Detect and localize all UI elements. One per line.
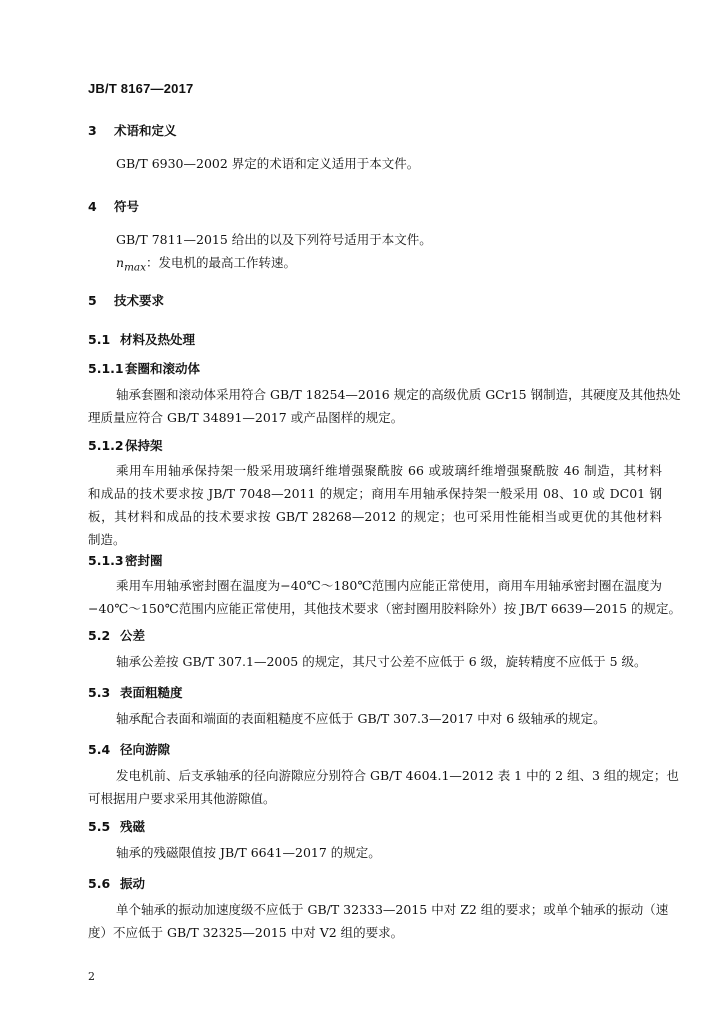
section-5-1-2-heading: [88, 436, 163, 454]
section-number: 5.1.1: [88, 361, 124, 376]
symbol-subscript: max: [124, 261, 147, 274]
paragraph-line: 可根据用户要求采用其他游隙值。: [88, 791, 276, 806]
section-5-1-heading: [88, 330, 195, 348]
section-number: 5.5: [88, 819, 111, 834]
section-5-1-3-heading: [88, 551, 163, 569]
section-number: 5.4: [88, 742, 111, 757]
section-title: 密封圈: [125, 553, 163, 568]
paragraph-line: 和成品的技术要求按 JB/T 7048—2011 的规定；商用车用轴承保持架一般采用 08、10 或 DC01 钢: [88, 486, 662, 501]
section-title: 表面粗糙度: [120, 685, 183, 700]
section-5-1-1-heading: [88, 359, 200, 377]
section-number: 5.6: [88, 876, 111, 891]
paragraph-line: 乘用车用轴承密封圈在温度为−40℃～180℃范围内应能正常使用，商用车用轴承密封圈在温度为: [116, 578, 662, 593]
section-number: 4: [88, 199, 97, 214]
paragraph-line: 轴承配合表面和端面的表面粗糙度不应低于 GB/T 307.3—2017 中对 6 级轴承的规定。: [116, 711, 606, 726]
section-title: 振动: [120, 876, 146, 891]
section-number: 5.1: [88, 332, 111, 347]
section-5-heading: [88, 291, 164, 309]
section-5-4-heading: [88, 740, 170, 758]
paragraph-line: 板，其材料和成品的技术要求按 GB/T 28268—2012 的规定；也可采用性能相当或更优的其他材料: [88, 509, 662, 524]
paragraph-line: 轴承套圈和滚动体采用符合 GB/T 18254—2016 规定的高级优质 GCr15 钢制造，其硬度及其他热处: [116, 387, 681, 402]
section-5-1-1-paragraph: [88, 383, 681, 429]
section-5-1-2-paragraph: [88, 459, 662, 551]
section-title: 符号: [114, 199, 140, 214]
section-4-heading: [88, 197, 139, 215]
section-title: 残磁: [120, 819, 146, 834]
section-5-4-paragraph: [88, 764, 679, 810]
section-title: 公差: [120, 628, 146, 643]
paragraph-line: 理质量应符合 GB/T 34891—2017 或产品图样的规定。: [88, 410, 404, 425]
paragraph-line: GB/T 7811—2015 给出的以及下列符号适用于本文件。: [116, 232, 432, 247]
paragraph-line: 单个轴承的振动加速度级不应低于 GB/T 32333—2015 中对 Z2 组的要求；或单个轴承的振动（速: [116, 902, 669, 917]
document-id: JB/T 8167—2017: [88, 81, 194, 96]
paragraph-line: 度）不应低于 GB/T 32325—2015 中对 V2 组的要求。: [88, 925, 404, 940]
section-5-5-heading: [88, 817, 145, 835]
symbol-description: ：发电机的最高工作转速。: [146, 255, 297, 270]
section-number: 5: [88, 293, 97, 308]
section-title: 材料及热处理: [120, 332, 196, 347]
section-number: 3: [88, 123, 97, 138]
section-title: 保持架: [125, 438, 163, 453]
section-3-paragraph: [88, 152, 662, 175]
section-5-1-3-paragraph: [88, 574, 681, 620]
paragraph-line: 轴承公差按 GB/T 307.1—2005 的规定，其尺寸公差不应低于 6 级，旋转精度不应低于 5 级。: [116, 654, 647, 669]
section-5-3-heading: [88, 683, 183, 701]
section-number: 5.3: [88, 685, 111, 700]
section-number: 5.1.2: [88, 438, 124, 453]
paragraph-line: 发电机前、后支承轴承的径向游隙应分别符合 GB/T 4604.1—2012 表 1 中的 2 组、3 组的规定；也: [116, 768, 679, 783]
section-number: 5.2: [88, 628, 111, 643]
section-5-6-heading: [88, 874, 145, 892]
symbol-definition: [88, 251, 662, 280]
paragraph-line: GB/T 6930—2002 界定的术语和定义适用于本文件。: [116, 156, 420, 171]
section-5-2-paragraph: [88, 650, 662, 673]
section-number: 5.1.3: [88, 553, 124, 568]
section-title: 技术要求: [114, 293, 165, 308]
paragraph-line: 制造。: [88, 532, 126, 547]
symbol-n: n: [116, 255, 125, 270]
section-5-2-heading: [88, 626, 145, 644]
section-title: 套圈和滚动体: [125, 361, 201, 376]
section-title: 术语和定义: [114, 123, 177, 138]
paragraph-line: 轴承的残磁限值按 JB/T 6641—2017 的规定。: [116, 845, 381, 860]
page-number: 2: [88, 970, 95, 983]
section-4-paragraph: [88, 228, 662, 280]
section-5-5-paragraph: [88, 841, 662, 864]
section-3-heading: [88, 121, 177, 139]
section-title: 径向游隙: [120, 742, 171, 757]
paragraph-line: 乘用车用轴承保持架一般采用玻璃纤维增强聚酰胺 66 或玻璃纤维增强聚酰胺 46 制造，其材料: [116, 463, 662, 478]
paragraph-line: −40℃～150℃范围内应能正常使用，其他技术要求（密封圈用胶料除外）按 JB/T 6639—2015 的规定。: [88, 601, 681, 616]
section-5-6-paragraph: [88, 898, 669, 944]
section-5-3-paragraph: [88, 707, 662, 730]
